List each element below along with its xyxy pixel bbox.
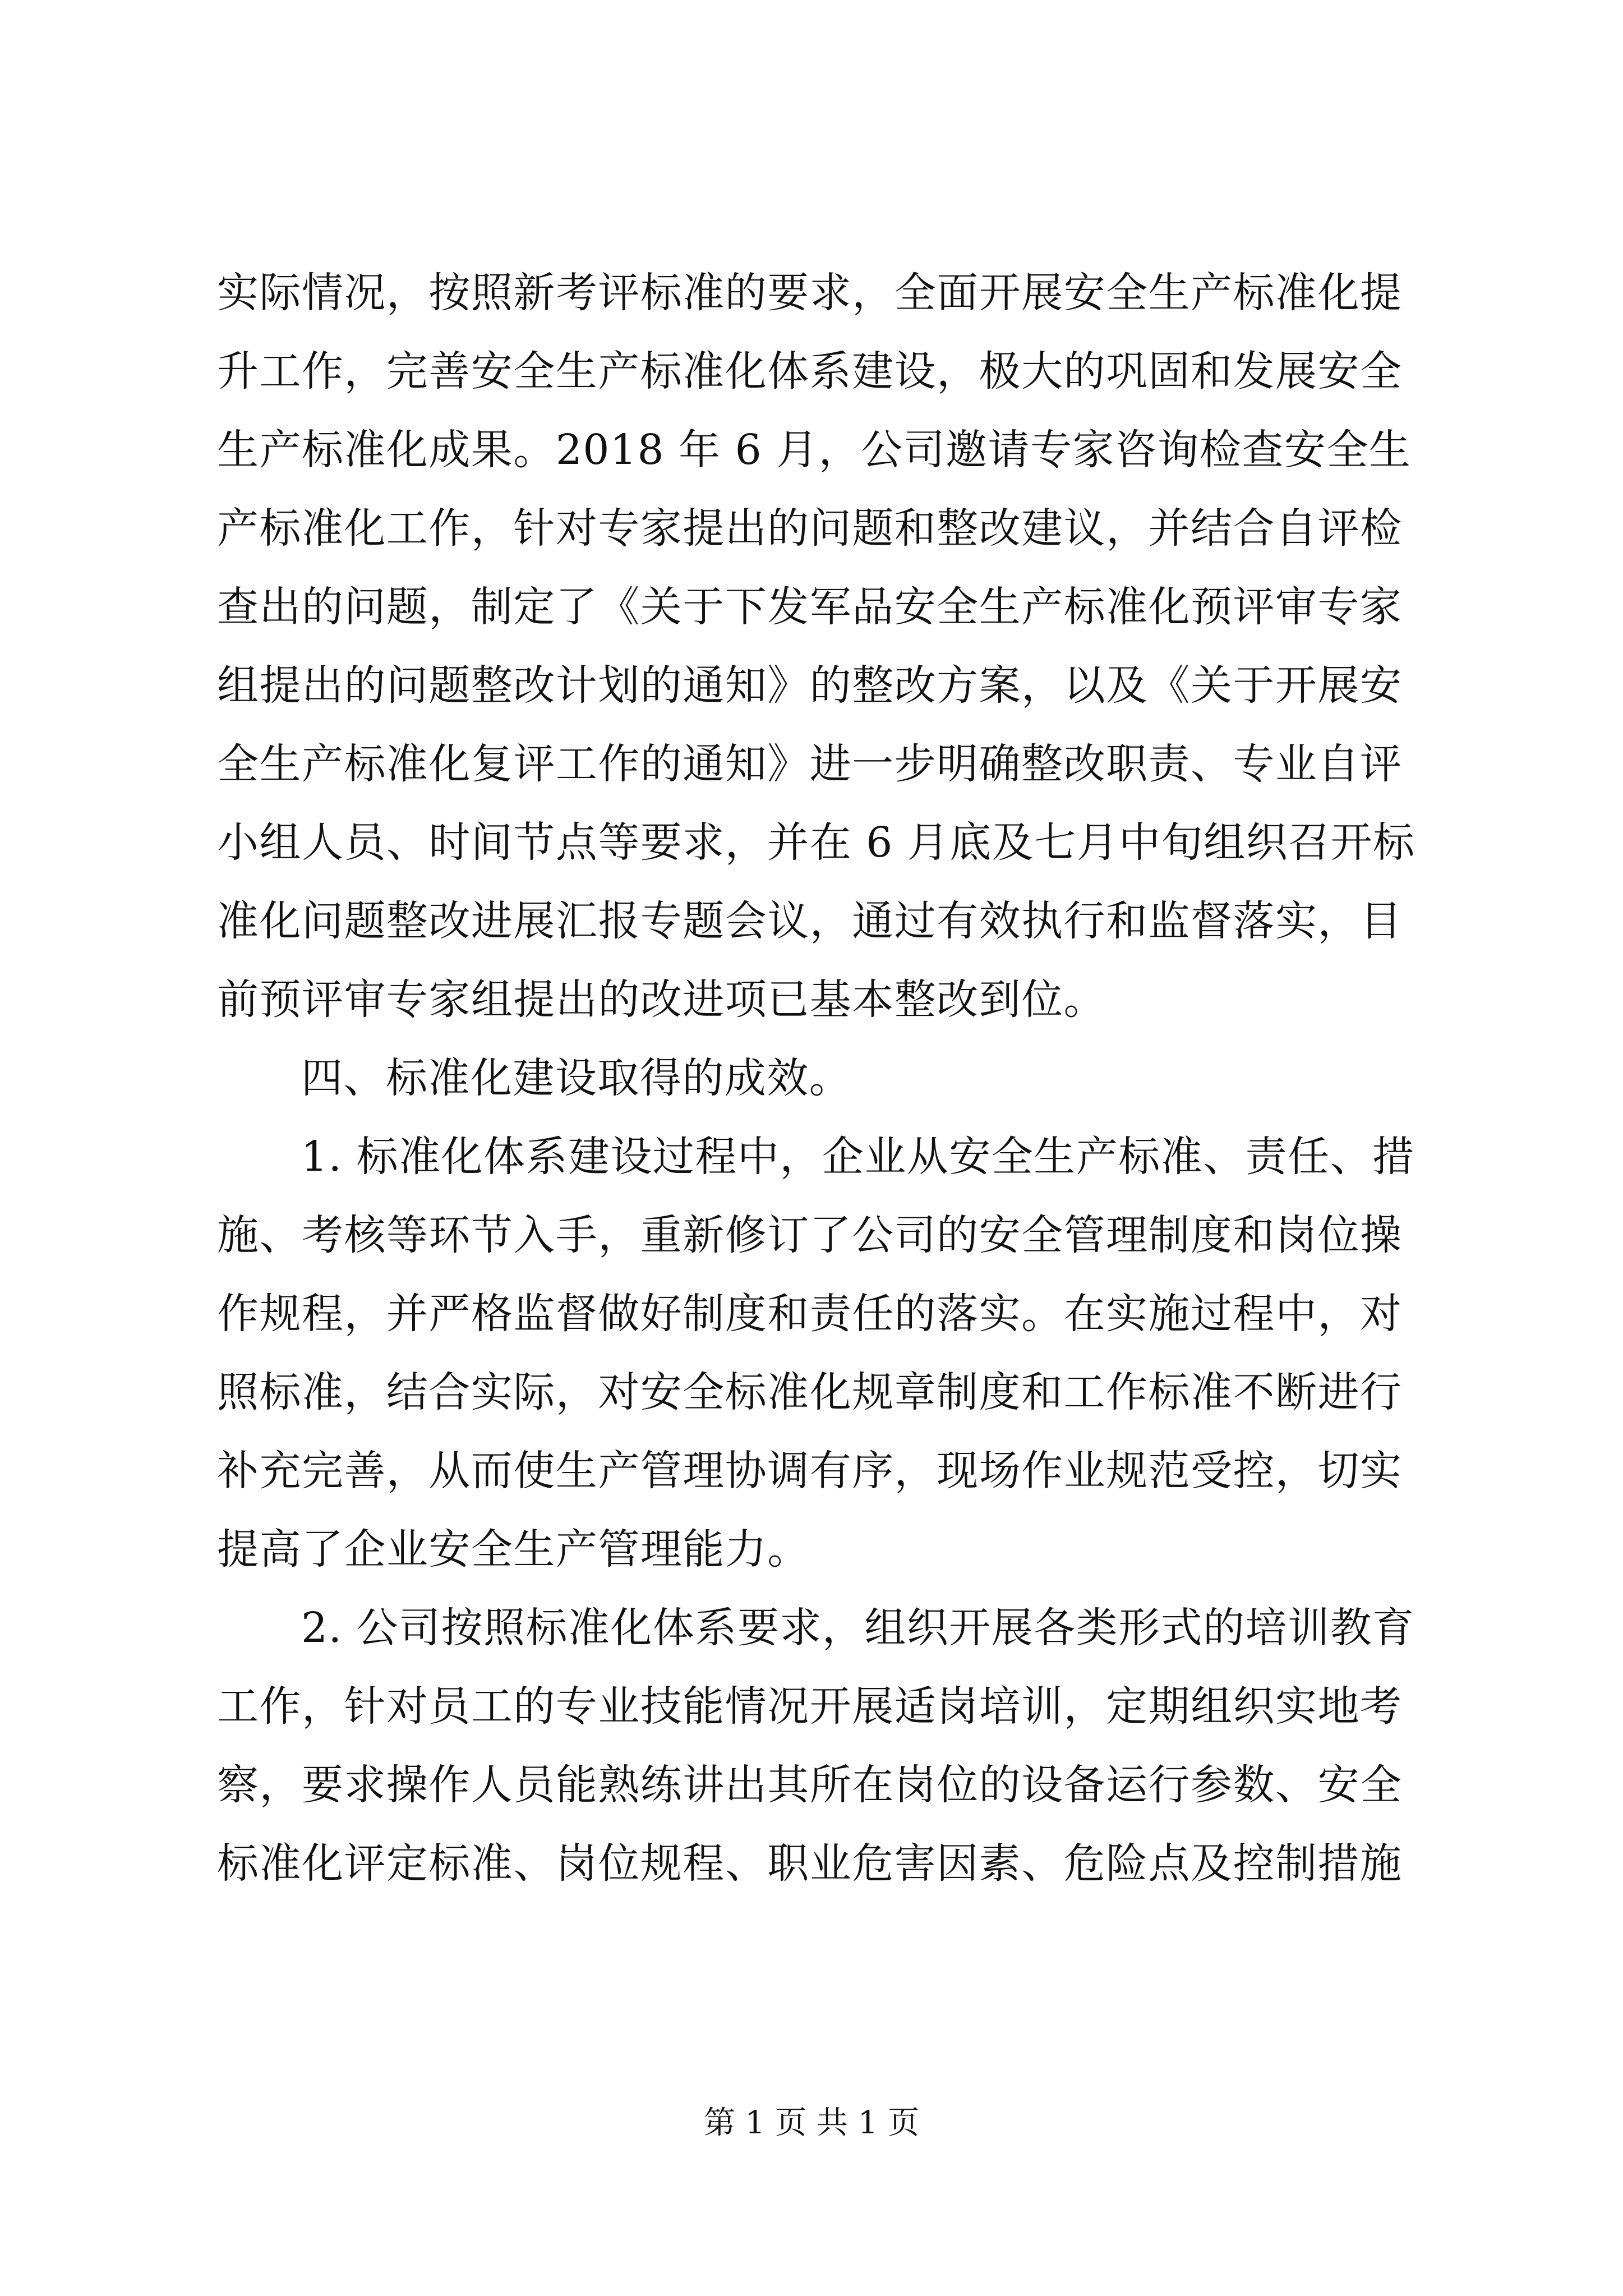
text-line: 作规程，并严格监督做好制度和责任的落实。在实施过程中，对 bbox=[217, 1290, 1403, 1338]
text-line: 2. 公司按照标准化体系要求，组织开展各类形式的培训教育 bbox=[301, 1604, 1415, 1652]
text-line: 照标准，结合实际，对安全标准化规章制度和工作标准不断进行 bbox=[217, 1368, 1403, 1416]
text-line: 全生产标准化复评工作的通知》进一步明确整改职责、专业自评 bbox=[217, 740, 1403, 788]
text-line: 查出的问题，制定了《关于下发军品安全生产标准化预评审专家 bbox=[217, 583, 1403, 631]
text-line: 生产标准化成果。2018 年 6 月，公司邀请专家咨询检查安全生 bbox=[217, 426, 1412, 474]
text-line: 1. 标准化体系建设过程中，企业从安全生产标准、责任、措 bbox=[301, 1133, 1415, 1181]
text-line: 工作，针对员工的专业技能情况开展适岗培训，定期组织实地考 bbox=[217, 1682, 1403, 1731]
text-line: 前预评审专家组提出的改进项已基本整改到位。 bbox=[217, 976, 1106, 1024]
text-line: 实际情况，按照新考评标准的要求，全面开展安全生产标准化提 bbox=[217, 269, 1403, 317]
text-line: 标准化评定标准、岗位规程、职业危害因素、危险点及控制措施 bbox=[217, 1839, 1403, 1888]
text-line: 察，要求操作人员能熟练讲出其所在岗位的设备运行参数、安全 bbox=[217, 1761, 1403, 1809]
text-line: 小组人员、时间节点等要求，并在 6 月底及七月中旬组织召开标 bbox=[217, 818, 1415, 867]
text-line: 准化问题整改进展汇报专题会议，通过有效执行和监督落实，目 bbox=[217, 897, 1403, 945]
text-line: 提高了企业安全生产管理能力。 bbox=[217, 1525, 810, 1573]
text-line: 组提出的问题整改计划的通知》的整改方案，以及《关于开展安 bbox=[217, 661, 1403, 710]
section-heading: 四、标准化建设取得的成效。 bbox=[301, 1054, 852, 1102]
text-line: 施、考核等环节入手，重新修订了公司的安全管理制度和岗位操 bbox=[217, 1211, 1403, 1259]
text-line: 产标准化工作，针对专家提出的问题和整改建议，并结合自评检 bbox=[217, 504, 1403, 553]
text-line: 补充完善，从而使生产管理协调有序，现场作业规范受控，切实 bbox=[217, 1447, 1403, 1495]
text-line: 升工作，完善安全生产标准化体系建设，极大的巩固和发展安全 bbox=[217, 347, 1403, 395]
page-number-footer: 第 1 页 共 1 页 bbox=[703, 2105, 920, 2141]
